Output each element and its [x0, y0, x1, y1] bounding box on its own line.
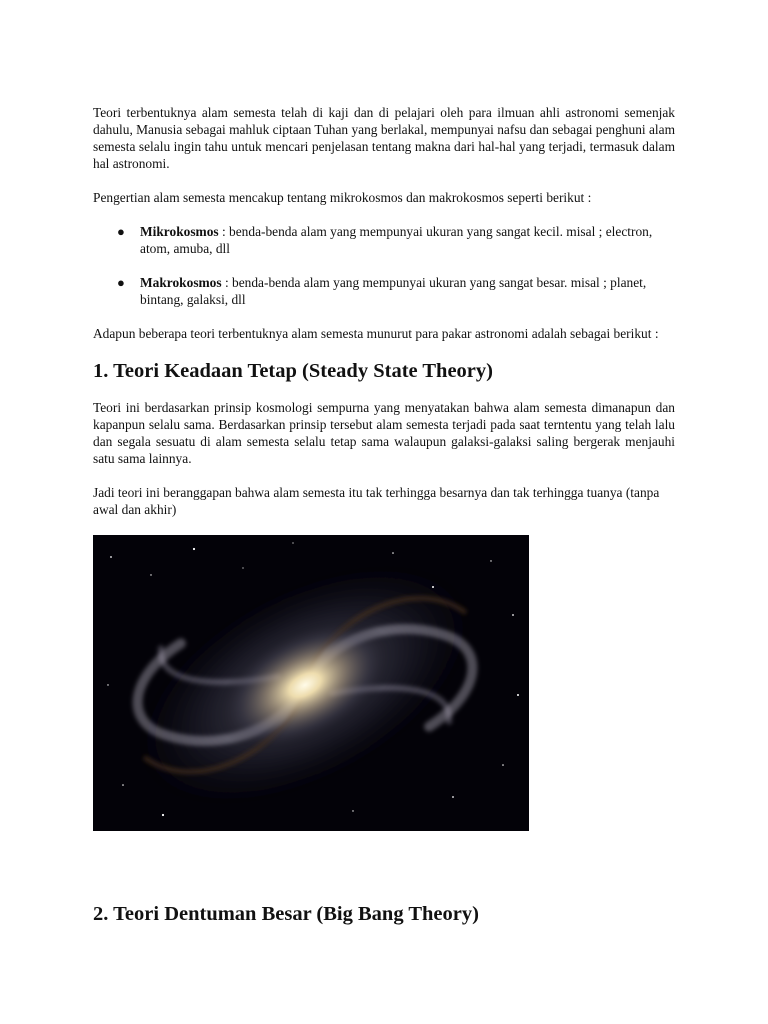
intro-paragraph: Teori terbentuknya alam semesta telah di kaji dan di pelajari oleh para ilmuan ahli astronomi semenjak dahulu, Manusia sebagai mahluk ciptaan Tuhan yang berlakal, mempunyai nafsu dan sebagai penghuni alam semesta selalu ingin tahu untuk mencari penjelasan tentang makna dari hal-hal yang terjadi, termasuk dalam hal astronomi. [93, 105, 675, 171]
definition-list [93, 223, 675, 308]
section-heading: 1. Teori Keadaan Tetap (Steady State Theory) [93, 360, 493, 382]
transition-paragraph: Adapun beberapa teori terbentuknya alam semesta munurut para pakar astronomi adalah sebagai berikut : [93, 326, 659, 341]
definition-term: Makrokosmos [140, 275, 222, 290]
list-item [93, 223, 675, 257]
definition-text: : benda-benda alam yang mempunyai ukuran yang sangat besar. misal ; planet, bintang, galaksi, dll [140, 275, 647, 307]
document-body [93, 104, 675, 831]
lead-paragraph: Pengertian alam semesta mencakup tentang mikrokosmos dan makrokosmos seperti berikut : [93, 190, 592, 205]
section-heading: 2. Teori Dentuman Besar (Big Bang Theory) [93, 903, 479, 925]
definition-text: : benda-benda alam yang mempunyai ukuran yang sangat kecil. misal ; electron, atom, amuba, dll [140, 224, 653, 256]
list-item [93, 274, 675, 308]
definition-term: Mikrokosmos [140, 224, 219, 239]
bullet-icon: ● [117, 275, 125, 290]
section-paragraph: Teori ini berdasarkan prinsip kosmologi sempurna yang menyatakan bahwa alam semesta dimanapun dan kapanpun selalu sama. Berdasarkan prinsip tersebut alam semesta terjadi pada saat terntentu yang telah lalu dan segala sesuatu di alam semesta selalu tetap sama walaupun galaksi-galaksi saling bergerak menjauhi satu sama lainnya. [93, 400, 675, 466]
section-paragraph: Jadi teori ini beranggapan bahwa alam semesta itu tak terhingga besarnya dan tak terhingga tuanya (tanpa awal dan akhir) [93, 485, 660, 517]
bullet-icon: ● [117, 224, 125, 239]
galaxy-image [93, 535, 529, 831]
